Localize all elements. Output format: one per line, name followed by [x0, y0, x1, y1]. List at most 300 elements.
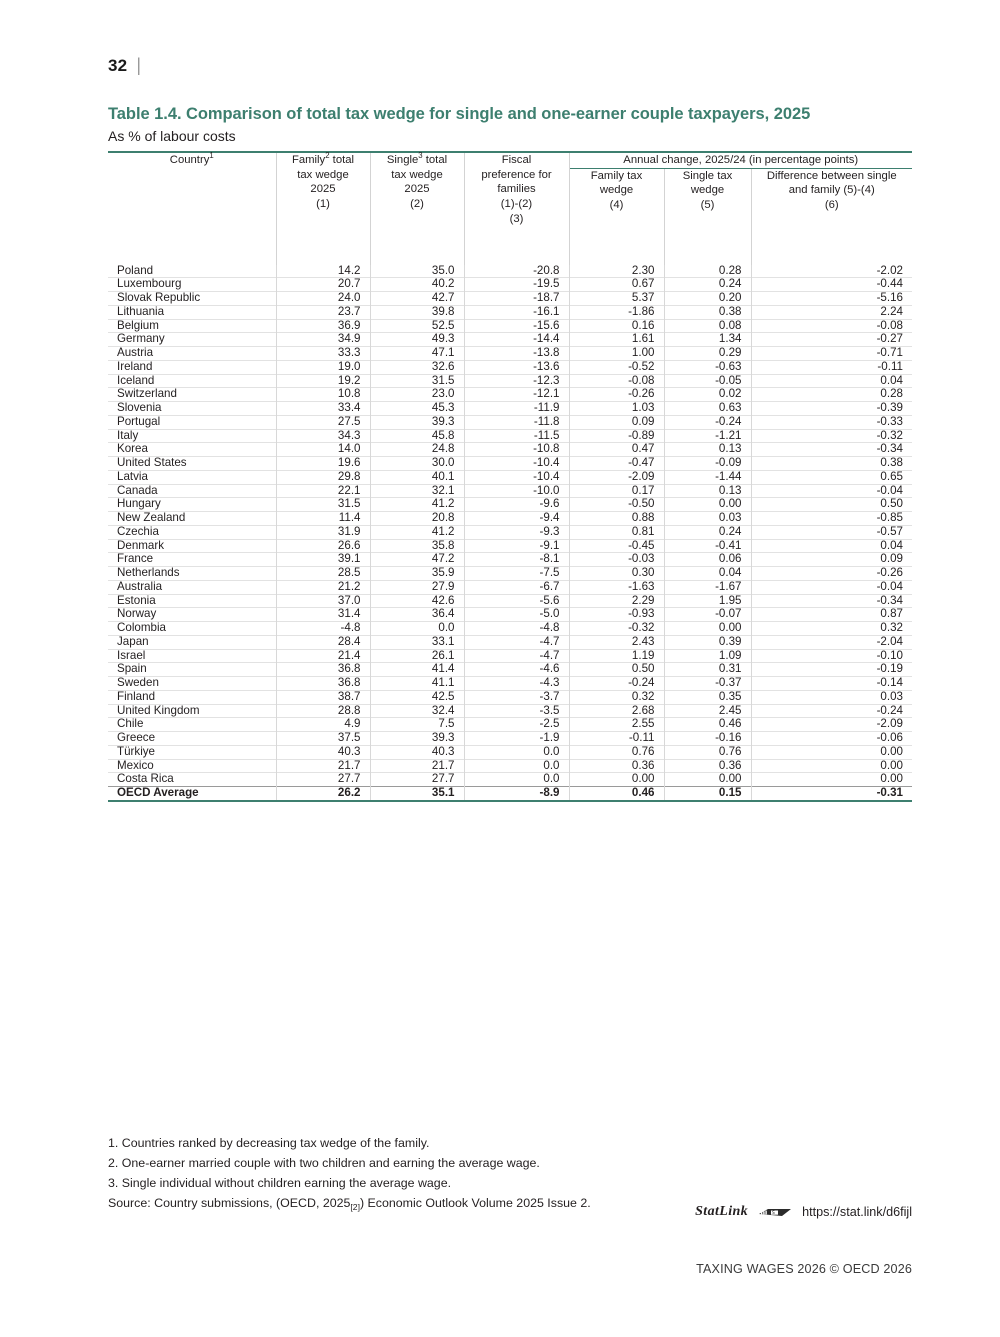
header-country	[108, 153, 276, 265]
cell-family: 27.5	[276, 415, 370, 429]
cell-diff: -0.14	[751, 677, 912, 691]
cell-sinchg: 1.95	[664, 594, 751, 608]
cell-fiscal: -7.5	[464, 567, 569, 581]
cell-sinchg: -1.67	[664, 580, 751, 594]
cell-country: United Kingdom	[108, 704, 276, 718]
cell-diff: -2.04	[751, 635, 912, 649]
cell-family: 26.6	[276, 539, 370, 553]
note-2: 2. One-earner married couple with two children and earning the average wage.	[108, 1156, 540, 1171]
header-family-line3: 2025	[310, 183, 336, 196]
cell-diff: 0.09	[751, 553, 912, 567]
cell-sinchg: 0.31	[664, 663, 751, 677]
average-cell-country: OECD Average	[108, 787, 276, 800]
cell-family: 11.4	[276, 512, 370, 526]
cell-single: 24.8	[370, 443, 464, 457]
cell-single: 32.4	[370, 704, 464, 718]
cell-famchg: 0.30	[569, 567, 664, 581]
cell-famchg: 0.67	[569, 278, 664, 292]
cell-famchg: 2.30	[569, 265, 664, 278]
average-cell-single: 35.1	[370, 787, 464, 800]
cell-single: 26.1	[370, 649, 464, 663]
tax-wedge-table	[108, 153, 912, 800]
cell-single: 42.5	[370, 690, 464, 704]
table-container	[108, 151, 912, 802]
cell-single: 39.3	[370, 732, 464, 746]
header-fiscal-line4: (1)-(2)	[500, 198, 533, 211]
cell-fiscal: -6.7	[464, 580, 569, 594]
cell-country: Spain	[108, 663, 276, 677]
cell-sinchg: -0.63	[664, 360, 751, 374]
cell-famchg: 0.76	[569, 745, 664, 759]
cell-fiscal: -9.6	[464, 498, 569, 512]
table-row	[108, 677, 912, 691]
cell-diff: -0.39	[751, 402, 912, 416]
statlink-url[interactable]: https://stat.link/d6fijl	[802, 1205, 912, 1219]
cell-fiscal: -14.4	[464, 333, 569, 347]
cell-family: 14.2	[276, 265, 370, 278]
cell-famchg: -1.86	[569, 305, 664, 319]
cell-country: Korea	[108, 443, 276, 457]
cell-sinchg: -0.41	[664, 539, 751, 553]
cell-sinchg: 0.00	[664, 622, 751, 636]
table-body	[108, 265, 912, 800]
cell-country: Latvia	[108, 470, 276, 484]
cell-family: 24.0	[276, 292, 370, 306]
cell-single: 39.3	[370, 415, 464, 429]
cell-country: Sweden	[108, 677, 276, 691]
cell-diff: 0.04	[751, 374, 912, 388]
table-row	[108, 580, 912, 594]
header-family-wedge	[276, 153, 370, 265]
cell-country: Finland	[108, 690, 276, 704]
table-row	[108, 759, 912, 773]
header-difference	[751, 168, 912, 265]
header-family-footnote: 2	[325, 151, 330, 161]
average-cell-family: 26.2	[276, 787, 370, 800]
cell-country: Lithuania	[108, 305, 276, 319]
table-subtitle: As % of labour costs	[108, 128, 236, 144]
header-fiscal-line1: Fiscal	[501, 154, 532, 166]
table-row	[108, 567, 912, 581]
cell-famchg: 0.00	[569, 773, 664, 787]
cell-fiscal: -15.6	[464, 319, 569, 333]
table-row	[108, 278, 912, 292]
cell-country: Poland	[108, 265, 276, 278]
cell-famchg: 1.19	[569, 649, 664, 663]
source-prefix: Source: Country submissions, (OECD, 2025	[108, 1196, 351, 1211]
cell-sinchg: -0.05	[664, 374, 751, 388]
cell-single: 47.2	[370, 553, 464, 567]
cell-fiscal: -13.6	[464, 360, 569, 374]
cell-sinchg: 0.08	[664, 319, 751, 333]
cell-sinchg: 1.34	[664, 333, 751, 347]
cell-fiscal: -4.7	[464, 635, 569, 649]
cell-sinchg: 0.13	[664, 443, 751, 457]
cell-diff: -0.04	[751, 484, 912, 498]
cell-country: United States	[108, 457, 276, 471]
table-row	[108, 347, 912, 361]
cell-family: 20.7	[276, 278, 370, 292]
cell-famchg: -0.45	[569, 539, 664, 553]
cell-family: 10.8	[276, 388, 370, 402]
cell-family: 19.6	[276, 457, 370, 471]
cell-diff: 0.50	[751, 498, 912, 512]
header-country-footnote: 1	[209, 151, 214, 161]
cell-famchg: 1.00	[569, 347, 664, 361]
cell-sinchg: -0.09	[664, 457, 751, 471]
cell-diff: 0.00	[751, 759, 912, 773]
cell-diff: 0.00	[751, 773, 912, 787]
cell-single: 41.2	[370, 498, 464, 512]
cell-family: 21.2	[276, 580, 370, 594]
cell-family: 23.7	[276, 305, 370, 319]
cell-country: Germany	[108, 333, 276, 347]
cell-country: Greece	[108, 732, 276, 746]
table-row	[108, 773, 912, 787]
cell-single: 33.1	[370, 635, 464, 649]
cell-famchg: 2.55	[569, 718, 664, 732]
cell-single: 20.8	[370, 512, 464, 526]
cell-famchg: 1.03	[569, 402, 664, 416]
cell-famchg: -0.52	[569, 360, 664, 374]
cell-sinchg: 2.45	[664, 704, 751, 718]
cell-diff: -0.11	[751, 360, 912, 374]
cell-fiscal: -1.9	[464, 732, 569, 746]
average-cell-sinchg: 0.15	[664, 787, 751, 800]
cell-diff: -0.10	[751, 649, 912, 663]
header-annual-change-span: Annual change, 2025/24 (in percentage points)	[569, 153, 912, 168]
header-family-label: Family	[291, 154, 326, 166]
cell-fiscal: -13.8	[464, 347, 569, 361]
table-row	[108, 704, 912, 718]
header-single-footnote: 3	[418, 151, 423, 161]
cell-fiscal: -12.3	[464, 374, 569, 388]
cell-single: 47.1	[370, 347, 464, 361]
table-row	[108, 457, 912, 471]
cell-country: Australia	[108, 580, 276, 594]
statlink-label: StatLink	[695, 1204, 749, 1219]
table-row	[108, 292, 912, 306]
cell-sinchg: 0.38	[664, 305, 751, 319]
note-1: 1. Countries ranked by decreasing tax wedge of the family.	[108, 1136, 430, 1150]
cell-fiscal: -19.5	[464, 278, 569, 292]
cell-country: Costa Rica	[108, 773, 276, 787]
table-bottom-rule	[108, 800, 912, 802]
cell-country: Hungary	[108, 498, 276, 512]
cell-fiscal: -10.4	[464, 457, 569, 471]
cell-country: Colombia	[108, 622, 276, 636]
table-row	[108, 649, 912, 663]
cell-famchg: 0.88	[569, 512, 664, 526]
cell-single: 0.0	[370, 622, 464, 636]
header-single-label2: total	[422, 154, 448, 166]
table-head	[108, 153, 912, 265]
table-row	[108, 635, 912, 649]
table-row	[108, 305, 912, 319]
cell-diff: -0.32	[751, 429, 912, 443]
cell-single: 35.8	[370, 539, 464, 553]
cell-fiscal: -4.3	[464, 677, 569, 691]
header-fiscal-line2: preference for	[481, 168, 552, 181]
cell-single: 40.1	[370, 470, 464, 484]
cell-diff: -0.08	[751, 319, 912, 333]
cell-fiscal: -5.6	[464, 594, 569, 608]
cell-famchg: 0.50	[569, 663, 664, 677]
cell-country: New Zealand	[108, 512, 276, 526]
cell-diff: -0.24	[751, 704, 912, 718]
cell-family: 31.9	[276, 525, 370, 539]
cell-sinchg: 0.04	[664, 567, 751, 581]
page-footer: TAXING WAGES 2026 © OECD 2026	[696, 1262, 912, 1276]
cell-family: 34.3	[276, 429, 370, 443]
header-diff-line3: (6)	[824, 199, 839, 212]
cell-sinchg: 0.20	[664, 292, 751, 306]
cell-family: 31.4	[276, 608, 370, 622]
cell-diff: -0.34	[751, 443, 912, 457]
cell-diff: -0.57	[751, 525, 912, 539]
header-single-wedge	[370, 153, 464, 265]
cell-fiscal: 0.0	[464, 759, 569, 773]
cell-country: Czechia	[108, 525, 276, 539]
table-row	[108, 319, 912, 333]
cell-family: 19.2	[276, 374, 370, 388]
page-number: 32	[108, 55, 128, 75]
cell-country: France	[108, 553, 276, 567]
cell-famchg: 0.09	[569, 415, 664, 429]
cell-famchg: 5.37	[569, 292, 664, 306]
cell-country: Israel	[108, 649, 276, 663]
cell-fiscal: -11.9	[464, 402, 569, 416]
cell-family: 21.4	[276, 649, 370, 663]
header-family-line4: (1)	[316, 198, 330, 211]
cell-sinchg: -1.21	[664, 429, 751, 443]
cell-diff: 0.04	[751, 539, 912, 553]
cell-sinchg: 0.39	[664, 635, 751, 649]
header-single-label: Single	[386, 154, 419, 166]
cell-single: 35.0	[370, 265, 464, 278]
cell-diff: 0.87	[751, 608, 912, 622]
cell-family: 38.7	[276, 690, 370, 704]
cell-fiscal: 0.0	[464, 745, 569, 759]
cell-diff: -0.04	[751, 580, 912, 594]
cell-family: 19.0	[276, 360, 370, 374]
cell-single: 45.3	[370, 402, 464, 416]
cell-fiscal: -10.4	[464, 470, 569, 484]
cell-country: Belgium	[108, 319, 276, 333]
cell-fiscal: -4.7	[464, 649, 569, 663]
cell-diff: 0.38	[751, 457, 912, 471]
cell-country: Canada	[108, 484, 276, 498]
cell-sinchg: 0.24	[664, 278, 751, 292]
cell-country: Slovak Republic	[108, 292, 276, 306]
cell-sinchg: 0.03	[664, 512, 751, 526]
cell-famchg: -0.93	[569, 608, 664, 622]
cell-sinchg: 0.06	[664, 553, 751, 567]
cell-single: 40.3	[370, 745, 464, 759]
cell-country: Japan	[108, 635, 276, 649]
cell-fiscal: -10.8	[464, 443, 569, 457]
cell-sinchg: 0.00	[664, 498, 751, 512]
cell-country: Portugal	[108, 415, 276, 429]
cell-single: 52.5	[370, 319, 464, 333]
table-row	[108, 663, 912, 677]
cell-diff: -0.19	[751, 663, 912, 677]
header-famchg-line2: wedge	[599, 184, 634, 197]
cell-single: 41.1	[370, 677, 464, 691]
cell-fiscal: -10.0	[464, 484, 569, 498]
cell-famchg: -2.09	[569, 470, 664, 484]
cell-country: Switzerland	[108, 388, 276, 402]
cell-family: 28.5	[276, 567, 370, 581]
table-row	[108, 622, 912, 636]
cell-sinchg: 0.02	[664, 388, 751, 402]
cell-fiscal: -11.5	[464, 429, 569, 443]
svg-text:S: S	[772, 1210, 775, 1216]
cell-single: 21.7	[370, 759, 464, 773]
cell-sinchg: 0.13	[664, 484, 751, 498]
cell-diff: -0.33	[751, 415, 912, 429]
cell-diff: -2.09	[751, 718, 912, 732]
cell-diff: -0.34	[751, 594, 912, 608]
table-row-average	[108, 787, 912, 800]
cell-diff: 0.03	[751, 690, 912, 704]
header-famchg-line1: Family tax	[590, 169, 643, 182]
header-diff-line1: Difference between single	[766, 169, 897, 182]
cell-diff: -0.06	[751, 732, 912, 746]
table-row	[108, 690, 912, 704]
cell-fiscal: -8.1	[464, 553, 569, 567]
source-suffix: ) Economic Outlook Volume 2025 Issue 2.	[359, 1196, 591, 1211]
cell-diff: -2.02	[876, 263, 903, 277]
cell-family: 29.8	[276, 470, 370, 484]
cell-fiscal: -20.8	[464, 265, 569, 278]
table-row	[108, 732, 912, 746]
cell-family: 37.0	[276, 594, 370, 608]
cell-sinchg: 0.28	[664, 265, 751, 278]
table-row	[108, 512, 912, 526]
cell-famchg: 1.61	[569, 333, 664, 347]
table-row	[108, 745, 912, 759]
cell-diff: -0.44	[751, 278, 912, 292]
cell-single: 45.8	[370, 429, 464, 443]
cell-single: 23.0	[370, 388, 464, 402]
cell-single: 32.6	[370, 360, 464, 374]
table-row	[108, 388, 912, 402]
cell-family: 33.3	[276, 347, 370, 361]
cell-fiscal: -11.8	[464, 415, 569, 429]
cell-sinchg: 0.63	[664, 402, 751, 416]
cell-family: 14.0	[276, 443, 370, 457]
cell-sinchg: -0.07	[664, 608, 751, 622]
cell-single: 27.9	[370, 580, 464, 594]
cell-famchg: -0.03	[569, 553, 664, 567]
cell-single: 49.3	[370, 333, 464, 347]
cell-famchg: -0.24	[569, 677, 664, 691]
cell-country: Slovenia	[108, 402, 276, 416]
cell-famchg: 2.68	[569, 704, 664, 718]
cell-sinchg: 0.76	[664, 745, 751, 759]
cell-famchg: 2.29	[569, 594, 664, 608]
cell-single: 27.7	[370, 773, 464, 787]
average-cell-fiscal: -8.9	[464, 787, 569, 800]
cell-fiscal: -9.3	[464, 525, 569, 539]
cell-sinchg: 1.09	[664, 649, 751, 663]
cell-single: 40.2	[370, 278, 464, 292]
cell-single: 42.6	[370, 594, 464, 608]
cell-famchg: 0.81	[569, 525, 664, 539]
cell-sinchg: 0.46	[664, 718, 751, 732]
cell-family: 36.8	[276, 677, 370, 691]
cell-family: 39.1	[276, 553, 370, 567]
cell-sinchg: 0.36	[664, 759, 751, 773]
table-row	[108, 333, 912, 347]
cell-family: 28.8	[276, 704, 370, 718]
cell-fiscal: -16.1	[464, 305, 569, 319]
header-sinchg-line1: Single tax	[682, 169, 733, 182]
cell-family: 27.7	[276, 773, 370, 787]
cell-famchg: -0.32	[569, 622, 664, 636]
header-single-line3: 2025	[404, 183, 430, 196]
cell-country: Estonia	[108, 594, 276, 608]
table-row	[108, 443, 912, 457]
cell-single: 31.5	[370, 374, 464, 388]
cell-sinchg: -1.44	[664, 470, 751, 484]
table-row	[108, 525, 912, 539]
cell-family: 36.9	[276, 319, 370, 333]
cell-country: Luxembourg	[108, 278, 276, 292]
cell-fiscal: 0.0	[464, 773, 569, 787]
cell-family: -4.8	[276, 622, 370, 636]
cell-fiscal: -4.6	[464, 663, 569, 677]
cell-diff: -0.26	[751, 567, 912, 581]
cell-country: Austria	[108, 347, 276, 361]
header-diff-line2: and family (5)-(4)	[788, 184, 875, 197]
cell-fiscal: -2.5	[464, 718, 569, 732]
cell-fiscal: -9.1	[464, 539, 569, 553]
cell-family: 28.4	[276, 635, 370, 649]
average-cell-famchg: 0.46	[569, 787, 664, 800]
cell-single: 35.9	[370, 567, 464, 581]
cell-diff: -0.27	[751, 333, 912, 347]
cell-fiscal: -9.4	[464, 512, 569, 526]
cell-family: 31.5	[276, 498, 370, 512]
running-head-separator: |	[136, 55, 142, 75]
cell-famchg: 0.17	[569, 484, 664, 498]
table-row	[108, 265, 912, 278]
statlink-row	[108, 1204, 912, 1220]
header-famchg-line3: (4)	[609, 199, 624, 212]
cell-fiscal: -12.1	[464, 388, 569, 402]
header-fiscal-preference	[464, 153, 569, 265]
cell-diff: 0.32	[751, 622, 912, 636]
cell-famchg: -0.47	[569, 457, 664, 471]
cell-fiscal: -3.5	[464, 704, 569, 718]
cell-diff: 0.65	[751, 470, 912, 484]
table-row	[108, 608, 912, 622]
header-single-change	[664, 168, 751, 265]
cell-famchg: -0.89	[569, 429, 664, 443]
header-fiscal-line3: families	[497, 183, 536, 196]
cell-famchg: -0.08	[569, 374, 664, 388]
cell-famchg: 0.16	[569, 319, 664, 333]
source-citation-number: [2]	[350, 1202, 360, 1213]
cell-country: Italy	[108, 429, 276, 443]
table-notes	[108, 1133, 912, 1213]
statlink-chart-icon	[758, 1205, 792, 1220]
cell-family: 40.3	[276, 745, 370, 759]
cell-fiscal: -3.7	[464, 690, 569, 704]
table-row	[108, 594, 912, 608]
